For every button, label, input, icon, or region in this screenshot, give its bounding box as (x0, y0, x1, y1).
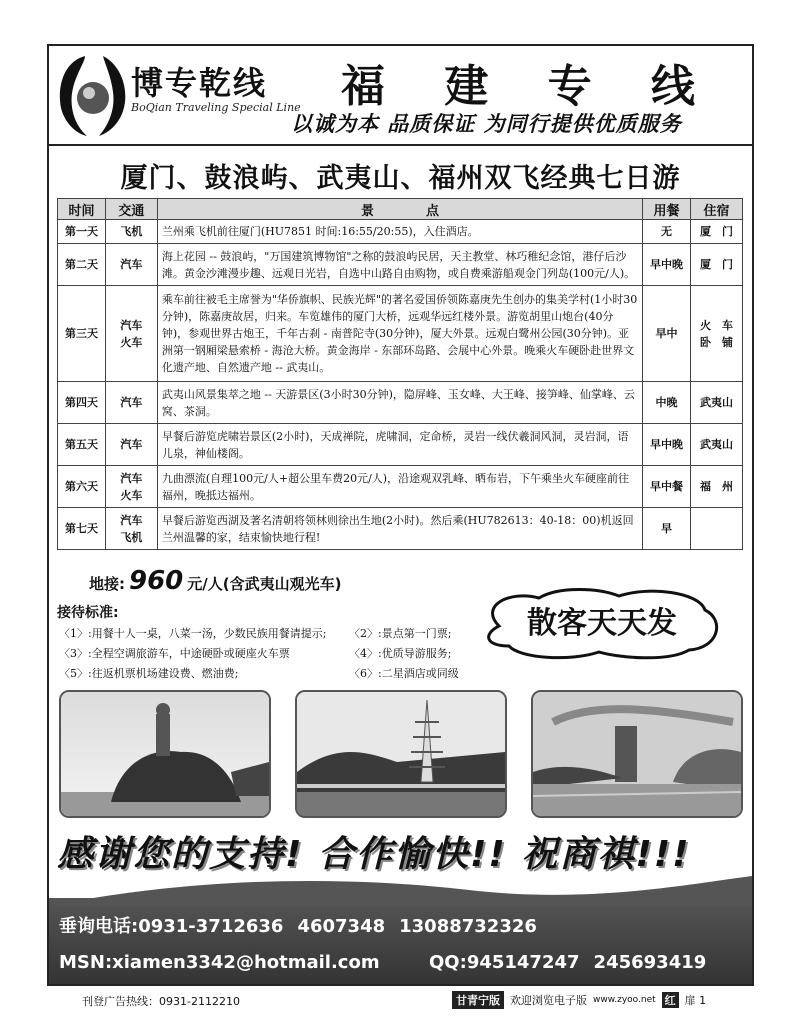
cell-transport: 汽车 (105, 382, 157, 424)
site-url: www.zyoo.net (593, 995, 656, 1005)
price-prefix: 地接: (89, 575, 125, 593)
table-row (58, 220, 743, 244)
standard-item: 〈3〉:全程空调旅游车，中途硬卧或硬座火车票 (59, 647, 290, 660)
photo-pagoda (295, 690, 507, 818)
cell-transport: 汽车 (105, 244, 157, 286)
price-value: 960 (129, 566, 184, 596)
standard-item: 〈6〉:二星酒店或同级 (349, 667, 459, 680)
cell-transport: 汽车 (105, 424, 157, 466)
table-row (58, 508, 743, 550)
slogan: 以诚为本 品质保证 为同行提供优质服务 (291, 111, 682, 136)
thanks-slogan: 感谢您的支持! 合作愉快!! 祝商祺!!! (57, 834, 691, 875)
col-header-time: 时间 (58, 199, 106, 220)
cell-meal: 早 (643, 508, 691, 550)
publisher-tag: 甘青宁版 (452, 991, 504, 1009)
col-header-scenic: 景 点 (157, 199, 642, 220)
wave-decoration (49, 876, 752, 906)
table-row (58, 382, 743, 424)
photo-statue-island (59, 690, 271, 818)
cell-day: 第四天 (58, 382, 106, 424)
page-title: 福 建 专 线 (341, 61, 717, 112)
table-row (58, 286, 743, 382)
cell-day: 第一天 (58, 220, 106, 244)
logo-icon (55, 52, 129, 138)
standard-item: 〈4〉:优质导游服务; (349, 647, 452, 660)
cell-stay: 厦 门 (691, 244, 743, 286)
cell-scenic: 早餐后游览西湖及著名清朝将领林则徐出生地(2小时)。然后乘(HU782613：40-18：00)机返回兰州温馨的家，结束愉快地行程! (157, 508, 642, 550)
cell-stay: 武夷山 (691, 424, 743, 466)
cell-meal: 早中餐 (643, 466, 691, 508)
cell-meal: 早中 (643, 286, 691, 382)
phone-number: 13088732326 (399, 916, 537, 937)
price-line (89, 566, 341, 596)
cell-scenic: 武夷山风景集萃之地 -- 天游景区(3小时30分钟)，隐屏峰、玉女峰、大王峰、接笋峰、仙掌峰、云窝、茶洞。 (157, 382, 642, 424)
col-header-transport: 交通 (105, 199, 157, 220)
phone-number: 4607348 (297, 916, 386, 937)
cell-day: 第三天 (58, 286, 106, 382)
contact-band (49, 898, 752, 986)
cell-day: 第七天 (58, 508, 106, 550)
page-number: 扉 1 (684, 994, 707, 1007)
cell-stay: 福 州 (691, 466, 743, 508)
table-row (58, 424, 743, 466)
brand-name: 博专乾线 (131, 64, 268, 102)
standards-title: 接待标准: (57, 605, 119, 621)
itinerary-table (57, 198, 743, 550)
cell-meal: 早中晚 (643, 244, 691, 286)
price-suffix: 元/人(含武夷山观光车) (187, 575, 342, 593)
cell-day: 第六天 (58, 466, 106, 508)
cell-day: 第五天 (58, 424, 106, 466)
table-row (58, 244, 743, 286)
standard-item: 〈1〉:用餐十人一桌，八菜一汤，少数民族用餐请提示; (59, 627, 327, 640)
table-header-row (58, 199, 743, 220)
qq-number: 245693419 (593, 952, 707, 973)
cell-meal: 中晚 (643, 382, 691, 424)
route-title: 厦门、鼓浪屿、武夷山、福州双飞经典七日游 (120, 163, 681, 194)
cell-stay: 厦 门 (691, 220, 743, 244)
col-header-stay: 住宿 (691, 199, 743, 220)
cell-transport: 汽车 飞机 (105, 508, 157, 550)
cell-stay (691, 508, 743, 550)
edition-tag: 红 (662, 992, 679, 1008)
badge-text: 散客天天发 (527, 606, 677, 641)
cell-stay: 火 车 卧 铺 (691, 286, 743, 382)
standard-item: 〈2〉:景点第一门票; (349, 627, 452, 640)
qq-line (429, 952, 720, 973)
daily-departure-badge (479, 586, 725, 660)
qq-number: 945147247 (466, 952, 580, 973)
standard-item: 〈5〉:往返机票机场建设费、燃油费; (59, 667, 239, 680)
cell-scenic: 海上花园 -- 鼓浪屿，"万国建筑博物馆"之称的鼓浪屿民居，天主教堂、林巧稚纪念馆，港仔后沙滩。黄金沙滩漫步趣、远观日光岩，自选中山路自由购物，或自费乘游船观金门列岛(100元/人)。 (157, 244, 642, 286)
cell-transport: 飞机 (105, 220, 157, 244)
msn-contact: MSN:xiamen3342@hotmail.com (59, 952, 380, 973)
cell-scenic: 乘车前往被毛主席誉为"华侨旗帜、民族光辉"的著名爱国侨领陈嘉庚先生创办的集美学村(1小时30分钟)，陈嘉庚故居，归来。车览雄伟的厦门大桥，远观华远红楼外景。游览胡里山炮台(40分钟)，参观世界古炮王，千年古刹 - 南普陀寺(30分钟)，厦大外景。远观白鹭州公园(30分钟)。亚洲第一钢厢梁悬索桥 - 海沧大桥。黄金海岸 - 东部环岛路、会展中心外景。晚乘火车硬卧赴世界文化遗产地、自然遗产地 -- 武夷山。 (157, 286, 642, 382)
cell-scenic: 早餐后游览虎啸岩景区(2小时)，天成禅院，虎啸洞，定命桥，灵岩一线伏羲洞风洞，灵岩洞，语儿泉，神仙楼阁。 (157, 424, 642, 466)
footer-publication (452, 991, 706, 1009)
cell-meal: 早中晚 (643, 424, 691, 466)
ad-hotline: 刊登广告热线：0931-2112210 (82, 995, 240, 1008)
cell-transport: 汽车 火车 (105, 286, 157, 382)
qq-label: QQ: (429, 952, 467, 973)
ad-frame (47, 44, 754, 986)
cell-scenic: 九曲漂流(自理100元/人+超公里车费20元/人)，沿途观双乳峰、晒布岩，下午乘坐火车硬座前往福州，晚抵达福州。 (157, 466, 642, 508)
cell-meal: 无 (643, 220, 691, 244)
phone-number: 0931-3712636 (138, 916, 284, 937)
phone-line (59, 912, 551, 938)
header (49, 46, 752, 146)
cell-day: 第二天 (58, 244, 106, 286)
cell-stay: 武夷山 (691, 382, 743, 424)
brand-english: BoQian Traveling Special Line (131, 101, 301, 114)
phone-label: 垂询电话: (59, 916, 139, 937)
table-row (58, 466, 743, 508)
photo-strip (59, 690, 743, 822)
photo-wuyi-mountain (531, 690, 743, 818)
cell-transport: 汽车 火车 (105, 466, 157, 508)
cell-scenic: 兰州乘飞机前往厦门(HU7851 时间:16:55/20:55)，入住酒店。 (157, 220, 642, 244)
col-header-meal: 用餐 (643, 199, 691, 220)
browse-text: 欢迎浏览电子版 (510, 994, 587, 1007)
